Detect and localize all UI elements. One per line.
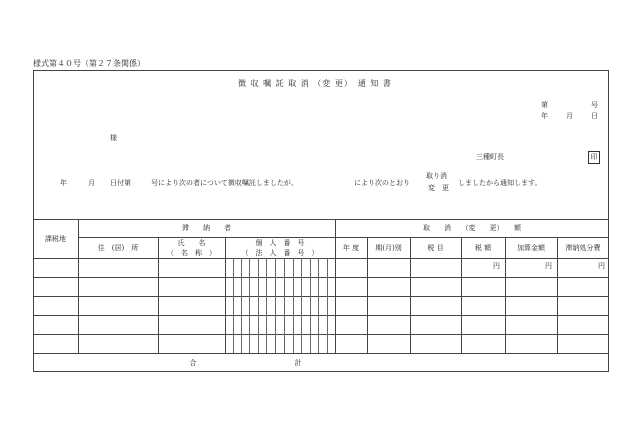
date-month: 月 xyxy=(566,112,573,120)
body-year: 年 xyxy=(60,179,67,187)
header-delinquency-fee: 滞納処分費 xyxy=(565,243,601,252)
total-label-1: 合 xyxy=(189,358,197,367)
body-sentence-3: しましたから通知します。 xyxy=(458,179,542,187)
yen-unit-tax: 円 xyxy=(493,262,500,270)
document-title: 徴 収 嘱 託 取 消 （変 更） 通 知 書 xyxy=(238,79,392,88)
body-sentence-2: により次のとおり xyxy=(354,179,410,187)
header-corporate-number: （ 法 人 番 号 ） xyxy=(241,249,319,257)
body-day-number: 日付第 xyxy=(110,179,131,187)
seal-mark: 印 xyxy=(588,151,600,164)
header-cancel-group: 取 消 （変 更） 額 xyxy=(423,224,521,232)
header-address: 住 (居) 所 xyxy=(97,243,139,252)
detail-table xyxy=(33,219,609,372)
doc-number-go: 号 xyxy=(591,101,598,109)
header-taxpayer-group: 滞 納 者 xyxy=(182,224,231,232)
yen-unit-delinquency: 円 xyxy=(598,262,605,270)
total-label-2: 計 xyxy=(294,358,302,367)
issuer-name: 三種町長 xyxy=(476,153,504,161)
header-name-sub: （ 名 称 ） xyxy=(167,249,216,257)
header-period: 期(月)別 xyxy=(375,243,402,252)
header-surcharge: 加算金額 xyxy=(517,243,545,252)
body-sentence-1: 号により次の者について徴収嘱託しましたが、 xyxy=(151,179,298,187)
header-tax-item: 税 目 xyxy=(427,243,444,252)
option-change: 変 更 xyxy=(428,184,449,192)
header-personal-number: 個 人 番 号 xyxy=(255,239,305,247)
header-kazei: 課税地 xyxy=(45,234,66,243)
header-name: 氏 名 xyxy=(177,239,206,247)
form-number-label: 様式第４０号（第２７条関係） xyxy=(33,59,145,68)
doc-number-dai: 第 xyxy=(541,101,548,109)
yen-unit-surcharge: 円 xyxy=(545,262,552,270)
date-day: 日 xyxy=(591,112,598,120)
body-month: 月 xyxy=(88,179,95,187)
date-year: 年 xyxy=(541,112,548,120)
addressee-honorific: 様 xyxy=(110,134,117,142)
header-year: 年 度 xyxy=(342,243,360,252)
header-tax-amount: 税 額 xyxy=(474,243,492,252)
option-cancel: 取り消 xyxy=(426,172,447,180)
